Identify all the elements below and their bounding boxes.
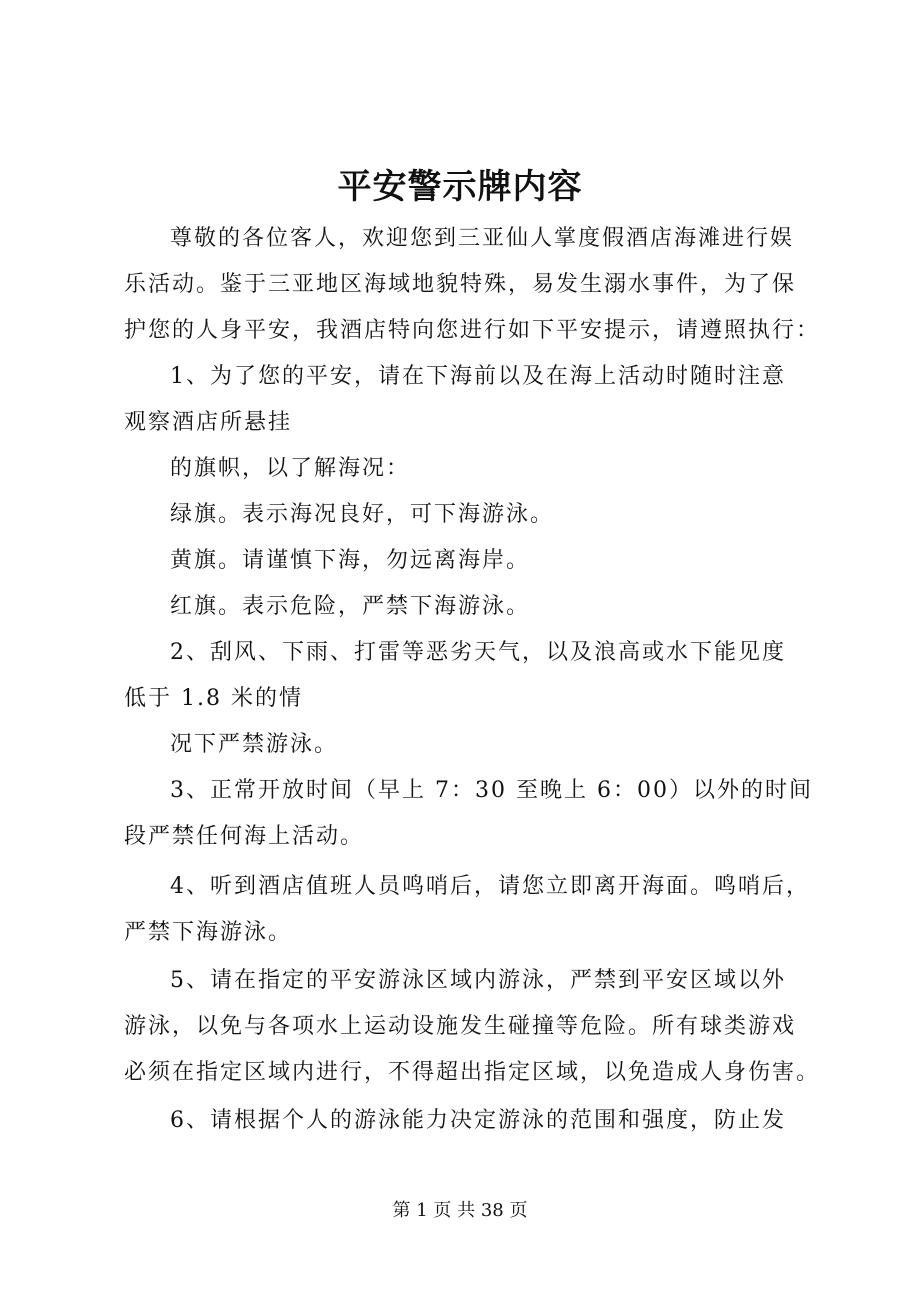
paragraph-line: 绿旗。表示海况良好，可下海游泳。 [170, 502, 555, 527]
paragraph-line: 4、听到酒店值班人员鸣哨后，请您立即离开海面。鸣哨后， [170, 874, 810, 899]
page-number-footer: 第 1 页 共 38 页 [392, 1200, 528, 1221]
paragraph-line: 红旗。表示危险，严禁下海游泳。 [170, 594, 531, 619]
paragraph-line: 5、请在指定的平安游泳区域内游泳，严禁到平安区域以外 [170, 968, 786, 993]
paragraph-line: 必须在指定区域内进行，不得超出指定区域，以免造成人身伤害。 [124, 1060, 821, 1085]
paragraph-line: 况下严禁游泳。 [170, 732, 339, 757]
paragraph-line: 1、为了您的平安，请在下海前以及在海上活动时随时注意 [170, 364, 786, 389]
paragraph-line: 3、正常开放时间（早上 7：30 至晚上 6：00）以外的时间 [170, 778, 813, 803]
paragraph-line: 2、刮风、下雨、打雷等恶劣天气，以及浪高或水下能见度 [170, 640, 786, 665]
paragraph-line: 段严禁任何海上活动。 [124, 824, 365, 849]
paragraph-line: 严禁下海游泳。 [124, 920, 293, 945]
paragraph-line: 游泳，以免与各项水上运动设施发生碰撞等危险。所有球类游戏 [124, 1014, 797, 1039]
paragraph-line: 护您的人身平安，我酒店特向您进行如下平安提示，请遵照执行： [124, 318, 821, 343]
paragraph-line: 6、请根据个人的游泳能力决定游泳的范围和强度，防止发 [170, 1108, 786, 1133]
paragraph-line: 的旗帜，以了解海况： [170, 456, 411, 481]
paragraph-line: 观察酒店所悬挂 [124, 410, 293, 435]
paragraph-line: 尊敬的各位客人，欢迎您到三亚仙人掌度假酒店海滩进行娱 [170, 226, 795, 251]
document-title: 平安警示牌内容 [337, 167, 583, 207]
paragraph-line: 乐活动。鉴于三亚地区海域地貌特殊，易发生溺水事件，为了保 [124, 272, 797, 297]
paragraph-line: 低于 1.8 米的情 [124, 686, 303, 711]
paragraph-line: 黄旗。请谨慎下海，勿远离海岸。 [170, 548, 531, 573]
